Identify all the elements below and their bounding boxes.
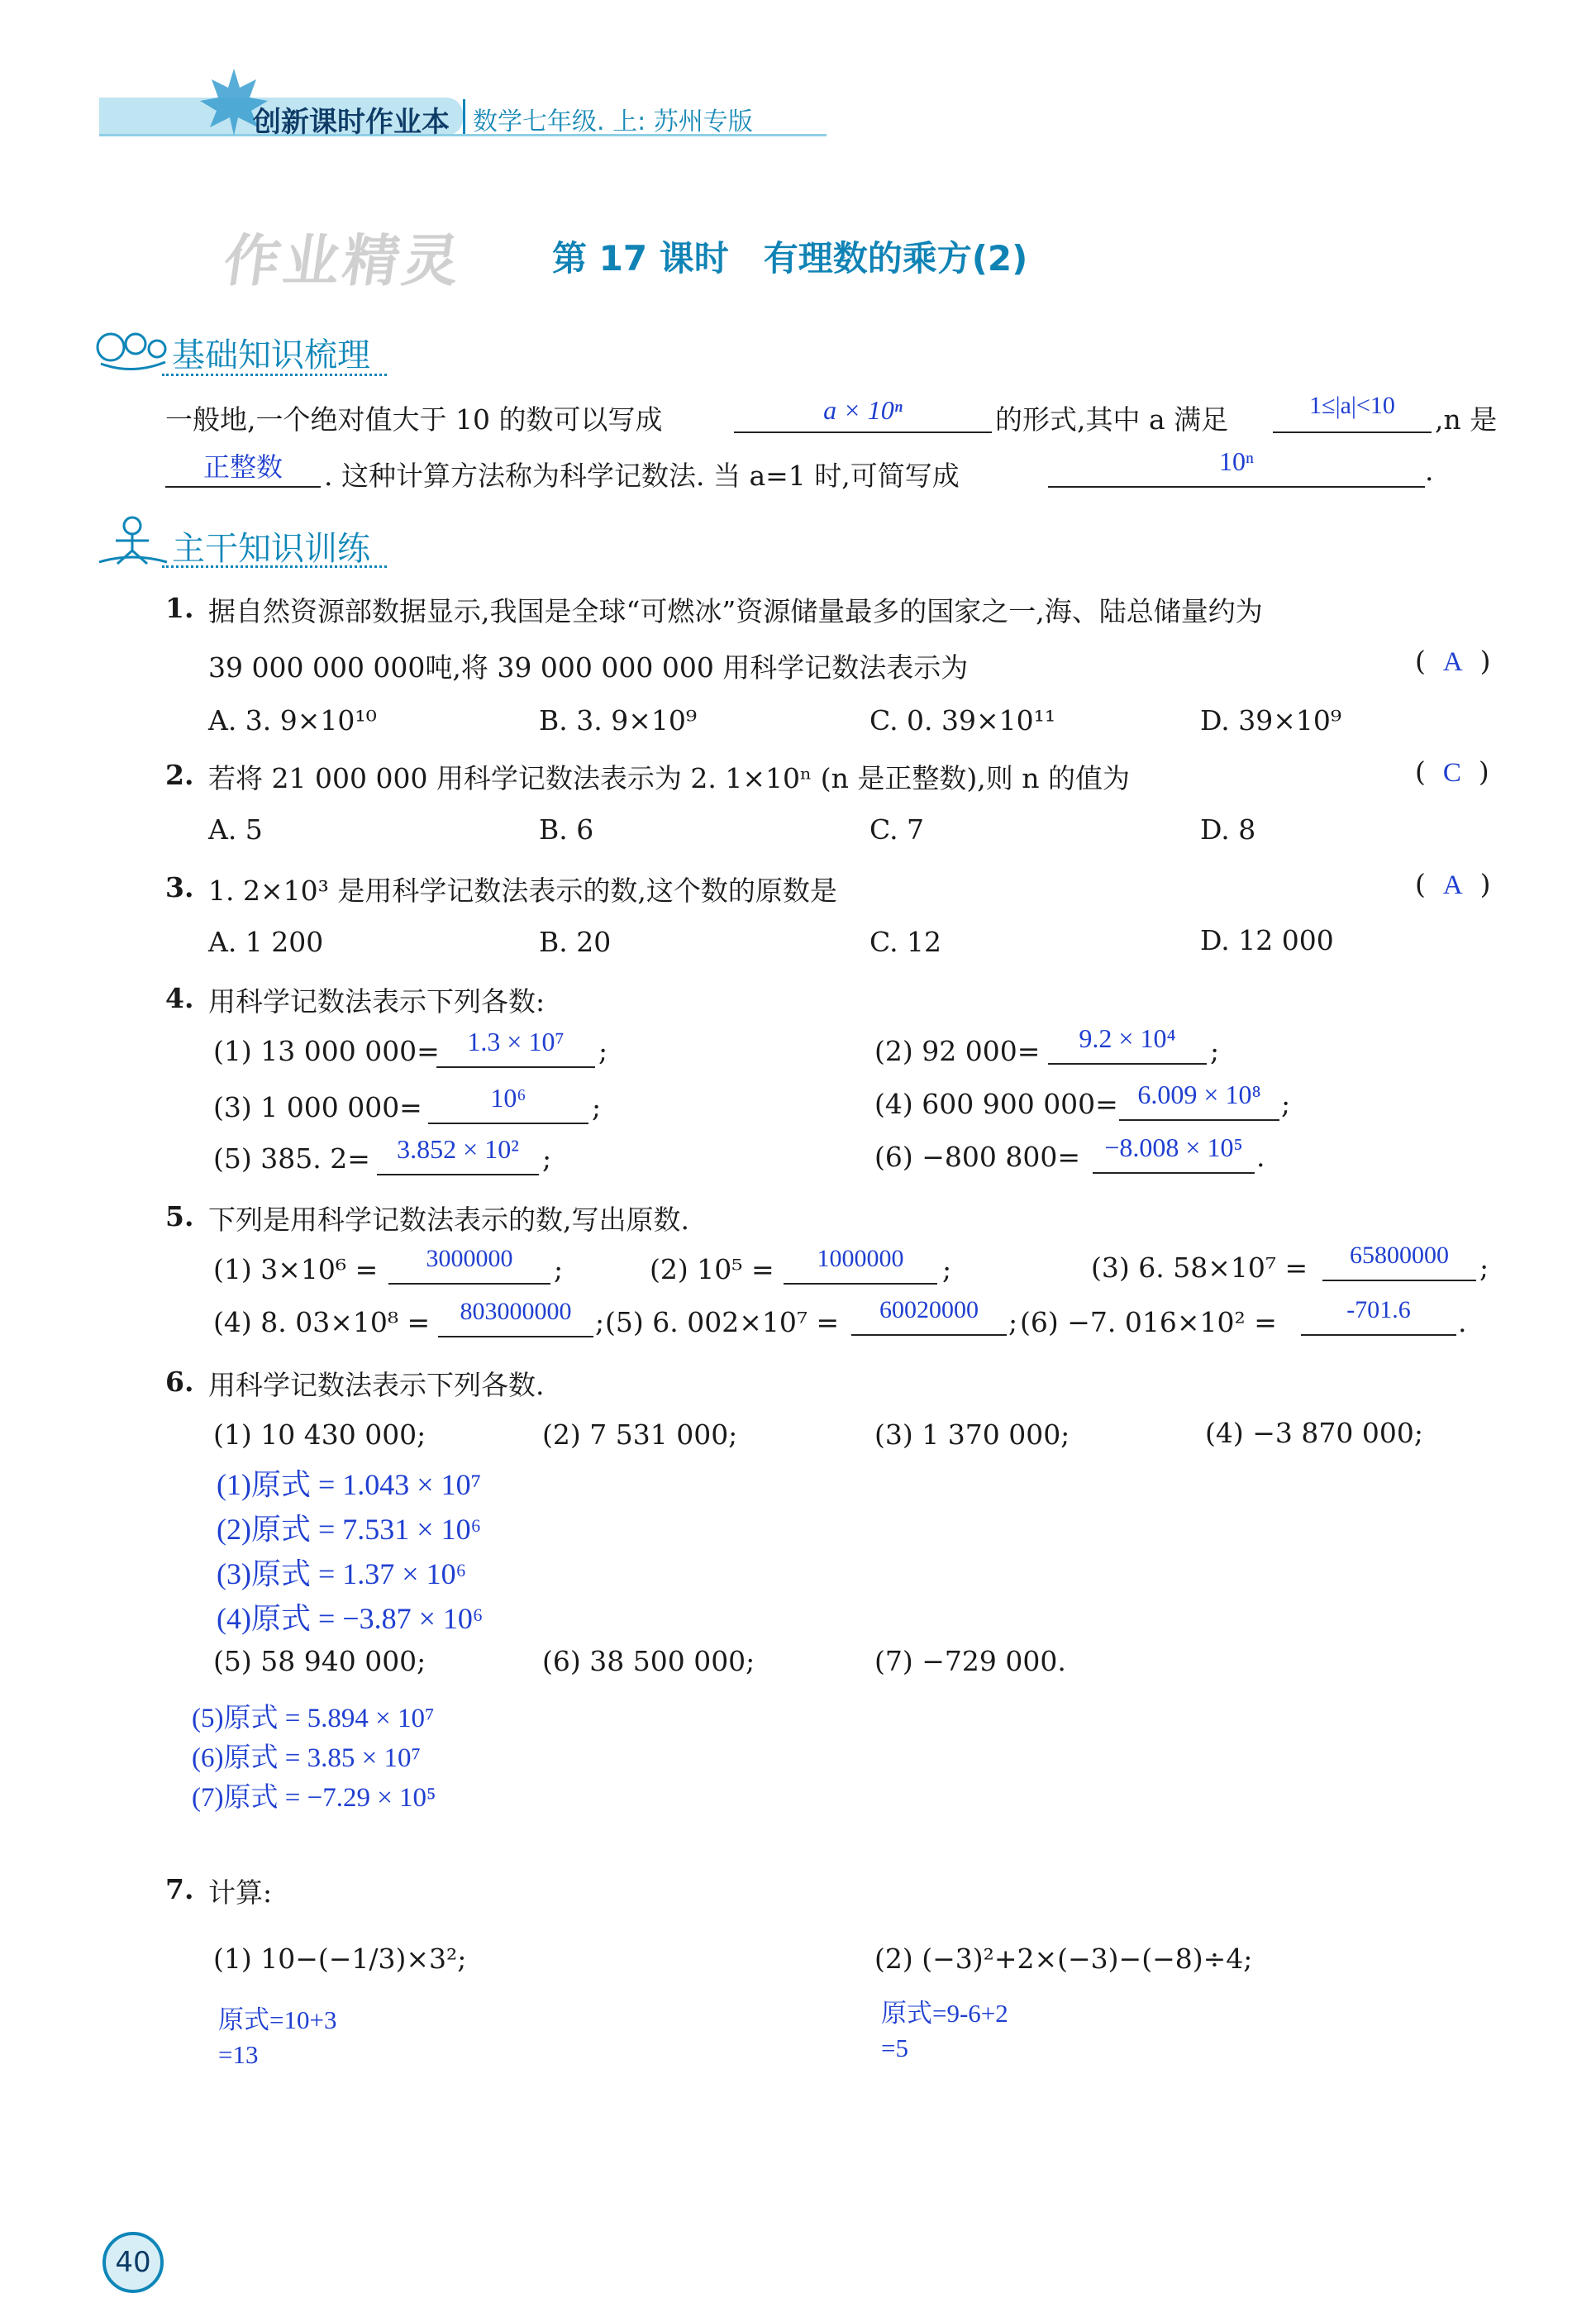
intro-text-2: 的形式,其中 a 满足 (995, 403, 1229, 436)
q2-option-a: A. 5 (208, 813, 263, 846)
q4-title: 用科学记数法表示下列各数: (208, 985, 545, 1018)
intro-answer-1: a × 10ⁿ (823, 395, 903, 425)
q7-number: 7. (165, 1873, 194, 1905)
header-subtitle: 数学七年级. 上: 苏州专版 (473, 107, 753, 136)
q4-answer-4: 6.009 × 10⁸ (1137, 1080, 1261, 1109)
q5-title: 下列是用科学记数法表示的数,写出原数. (208, 1204, 689, 1236)
q4-blank-4 (1119, 1080, 1279, 1121)
q3-answer-paren: ( A ) (1415, 868, 1491, 900)
q5-blank-6 (1301, 1296, 1456, 1336)
q1-line-1: 据自然资源部数据显示,我国是全球“可燃冰”资源储量最多的国家之一,海、陆总储量约为 (208, 595, 1263, 627)
intro-text-1: 一般地,一个绝对值大于 10 的数可以写成 (165, 403, 663, 436)
q1-number: 1. (165, 592, 194, 624)
q4-sep-1: ; (598, 1035, 608, 1067)
q7-answer-2-line-2: =5 (881, 2033, 908, 2062)
q2-answer-paren: ( C ) (1415, 756, 1489, 788)
page-number: 40 (115, 2246, 151, 2279)
q4-sep-2: ; (1210, 1035, 1220, 1067)
intro-text-5: . (1425, 455, 1434, 487)
q6-answer-4: (4)原式 = −3.87 × 10⁶ (217, 1602, 484, 1635)
q4-answer-1: 1.3 × 10⁷ (467, 1027, 565, 1056)
section-basic-title: 基础知识梳理 (172, 336, 370, 374)
q3-option-b: B. 20 (539, 926, 612, 958)
q5-sep-4: ; (595, 1306, 605, 1338)
intro-answer-4: 10ⁿ (1218, 446, 1255, 476)
q1-answer-paren: ( A ) (1415, 645, 1491, 677)
q5-blank-2 (784, 1245, 937, 1285)
q1-option-b: B. 3. 9×10⁹ (539, 704, 698, 737)
q4-part-5: (5) 385. 2= (213, 1142, 370, 1175)
q4-sep-4: ; (1281, 1088, 1291, 1120)
q6-title: 用科学记数法表示下列各数. (208, 1369, 545, 1401)
q6-part-3: (3) 1 370 000; (874, 1418, 1070, 1451)
q4-blank-3 (428, 1083, 588, 1124)
q2-option-c: C. 7 (869, 813, 925, 846)
q6-answer-6: (6)原式 = 3.85 × 10⁷ (192, 1743, 421, 1773)
q4-part-2: (2) 92 000= (874, 1035, 1041, 1067)
q6-part-7: (7) −729 000. (874, 1645, 1066, 1677)
q6-answer-1: (1)原式 = 1.043 × 10⁷ (217, 1468, 482, 1501)
q2-option-b: B. 6 (539, 813, 594, 846)
q5-part-6: (6) −7. 016×10² = (1020, 1306, 1277, 1338)
q3-line-1: 1. 2×10³ 是用科学记数法表示的数,这个数的原数是 (208, 875, 837, 907)
q6-part-1: (1) 10 430 000; (213, 1418, 426, 1451)
lesson-title: 第 17 课时 有理数的乘方(2) (552, 238, 1028, 279)
q6-number: 6. (165, 1366, 194, 1398)
q5-answer-6: -701.6 (1346, 1296, 1411, 1323)
q5-part-5: (5) 6. 002×10⁷ = (605, 1306, 840, 1338)
q3-option-a: A. 1 200 (208, 926, 324, 958)
intro-blank-4 (1048, 446, 1425, 488)
q1-line-2: 39 000 000 000吨,将 39 000 000 000 用科学记数法表示为 (208, 651, 969, 684)
q6-answer-3: (3)原式 = 1.37 × 10⁶ (217, 1557, 467, 1590)
q3-number: 3. (165, 871, 194, 903)
q4-answer-5: 3.852 × 10² (397, 1134, 519, 1164)
q4-part-4: (4) 600 900 000= (874, 1088, 1118, 1120)
q6-answer-2: (2)原式 = 7.531 × 10⁶ (217, 1513, 482, 1546)
page-number-badge (102, 2232, 164, 2293)
q6-answer-5: (5)原式 = 5.894 × 10⁷ (192, 1704, 435, 1733)
q3-option-c: C. 12 (869, 926, 942, 958)
q5-sep-2: ; (942, 1253, 952, 1285)
q1-option-c: C. 0. 39×10¹¹ (869, 704, 1056, 737)
q4-part-1: (1) 13 000 000= (213, 1035, 440, 1067)
q5-answer-2: 1000000 (817, 1245, 904, 1272)
intro-blank-3 (165, 446, 321, 488)
q4-sep-3: ; (592, 1091, 602, 1123)
q5-number: 5. (165, 1200, 194, 1232)
section-basic-underline (162, 374, 387, 376)
q5-sep-6: . (1458, 1306, 1467, 1338)
q5-part-2: (2) 10⁵ = (650, 1253, 774, 1285)
q4-blank-2 (1048, 1023, 1207, 1065)
q5-blank-1 (388, 1245, 550, 1285)
q4-blank-6 (1093, 1132, 1255, 1174)
q4-sep-5: ; (542, 1142, 552, 1175)
q7-answer-2-line-1: 原式=9-6+2 (881, 1999, 1008, 2028)
watermark: 作业精灵 (219, 229, 467, 294)
q4-blank-5 (377, 1134, 539, 1175)
q5-answer-4: 803000000 (460, 1298, 572, 1325)
q6-part-5: (5) 58 940 000; (213, 1645, 426, 1677)
q1-option-a: A. 3. 9×10¹⁰ (208, 704, 377, 737)
q6-answer-7: (7)原式 = −7.29 × 10⁵ (192, 1783, 436, 1813)
intro-blank-2 (1273, 392, 1432, 433)
section-training-title: 主干知识训练 (172, 530, 370, 568)
q3-answer: A (1442, 870, 1463, 900)
q5-answer-5: 60020000 (879, 1296, 979, 1323)
section-training-underline (162, 565, 387, 568)
q4-sep-6: . (1256, 1141, 1265, 1173)
q1-answer: A (1442, 647, 1463, 677)
intro-answer-2: 1≤|a|<10 (1309, 392, 1395, 419)
q5-part-4: (4) 8. 03×10⁸ = (213, 1306, 431, 1338)
q2-number: 2. (165, 759, 194, 791)
q4-number: 4. (165, 982, 194, 1014)
q5-sep-3: ; (1479, 1251, 1489, 1284)
q4-answer-3: 10⁶ (490, 1083, 526, 1113)
q7-title: 计算: (208, 1876, 273, 1909)
q6-part-4: (4) −3 870 000; (1205, 1417, 1423, 1449)
intro-text-4: . 这种计算方法称为科学记数法. 当 a=1 时,可简写成 (324, 460, 960, 492)
intro-text-3: ,n 是 (1435, 403, 1498, 436)
q5-blank-3 (1322, 1242, 1476, 1281)
q7-part-2: (2) (−3)²+2×(−3)−(−8)÷4; (874, 1943, 1253, 1975)
q4-part-3: (3) 1 000 000= (213, 1091, 422, 1123)
q5-part-1: (1) 3×10⁶ = (213, 1253, 379, 1285)
q5-part-3: (3) 6. 58×10⁷ = (1091, 1251, 1308, 1284)
q5-blank-4 (438, 1298, 593, 1337)
q5-blank-5 (851, 1296, 1007, 1336)
q6-part-6: (6) 38 500 000; (542, 1645, 755, 1677)
intro-blank-1 (734, 395, 992, 433)
q7-answer-1-line-2: =13 (218, 2040, 259, 2069)
q6-part-2: (2) 7 531 000; (542, 1418, 738, 1451)
q4-blank-1 (436, 1027, 595, 1068)
q1-option-d: D. 39×10⁹ (1200, 704, 1342, 737)
section-basic-icon (93, 322, 172, 374)
q5-answer-1: 3000000 (426, 1245, 513, 1272)
q7-part-1: (1) 10−(−1/3)×3²; (213, 1943, 467, 1975)
q2-option-d: D. 8 (1200, 813, 1256, 846)
intro-answer-3: 正整数 (202, 451, 283, 483)
q5-sep-5: ; (1008, 1306, 1018, 1338)
q4-answer-6: −8.008 × 10⁵ (1104, 1132, 1243, 1162)
q5-answer-3: 65800000 (1350, 1242, 1449, 1269)
header-book-title: 创新课时作业本 (253, 106, 450, 139)
q4-answer-2: 9.2 × 10⁴ (1079, 1023, 1176, 1053)
q3-option-d: D. 12 000 (1200, 924, 1334, 956)
q4-part-6: (6) −800 800= (874, 1141, 1080, 1173)
q7-answer-1-line-1: 原式=10+3 (218, 2005, 337, 2034)
header-divider (463, 99, 465, 134)
q2-answer: C (1442, 758, 1461, 788)
q2-line-1: 若将 21 000 000 用科学记数法表示为 2. 1×10ⁿ (n 是正整数),则 n 的值为 (208, 762, 1131, 794)
q5-sep-1: ; (554, 1253, 564, 1285)
section-training-icon (93, 513, 172, 567)
